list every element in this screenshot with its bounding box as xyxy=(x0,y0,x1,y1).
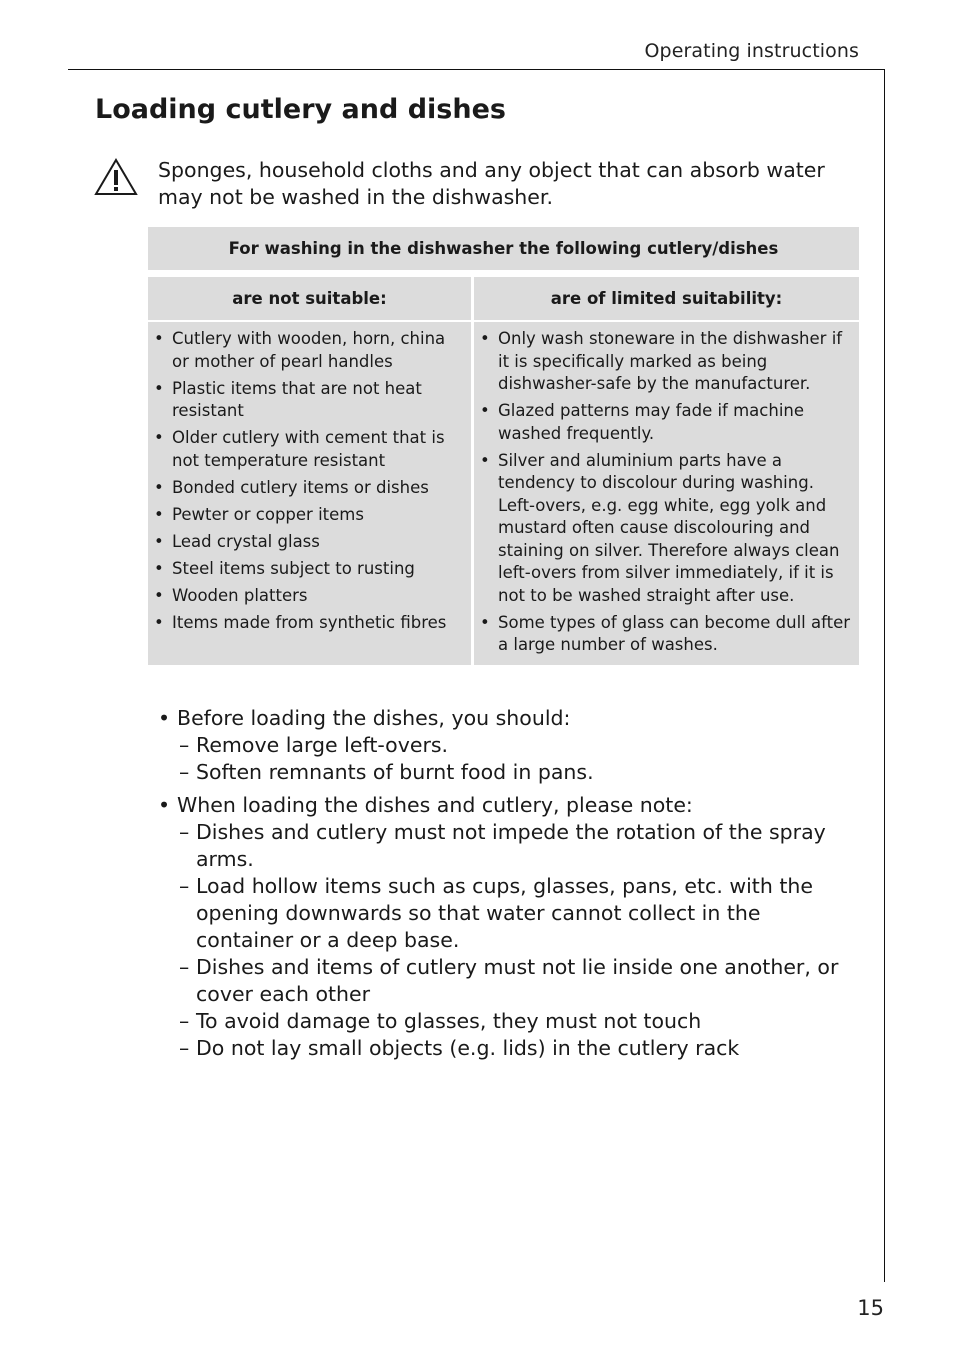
list-item: • Some types of glass can become dull after a large number of washes. xyxy=(480,612,851,657)
list-item: • Wooden platters xyxy=(154,585,463,608)
loading-notes xyxy=(158,705,858,1068)
note-subitem: – Dishes and cutlery must not impede the rotation of the spray arms. xyxy=(158,819,858,873)
not-suitable-list xyxy=(154,328,463,634)
warning-text: Sponges, household cloths and any object that can absorb water may not be washed in the dishwasher. xyxy=(158,158,825,209)
margin-rule xyxy=(884,69,885,1282)
limited-suitability-list xyxy=(480,328,851,657)
section-label: Operating instructions xyxy=(644,40,859,62)
column-heading-limited-suitability: are of limited suitability: xyxy=(474,277,859,320)
note-heading: • Before loading the dishes, you should: xyxy=(158,705,858,732)
note-subitem: – To avoid damage to glasses, they must not touch xyxy=(158,1008,858,1035)
note-before-loading xyxy=(158,705,858,786)
limited-suitability-list-cell xyxy=(474,322,859,665)
list-item: • Pewter or copper items xyxy=(154,504,463,527)
list-item: • Silver and aluminium parts have a tendency to discolour during washing. Left-overs, e.g. egg white, egg yolk and mustard often cause discolouring and staining on silver. Therefore always clean left-overs from silver immediately, if it is not to be washed straight after use. xyxy=(480,450,851,608)
list-item: • Bonded cutlery items or dishes xyxy=(154,477,463,500)
list-item: • Lead crystal glass xyxy=(154,531,463,554)
note-subitem: – Soften remnants of burnt food in pans. xyxy=(158,759,858,786)
note-subitem: – Load hollow items such as cups, glasses, pans, etc. with the opening downwards so that water cannot collect in the container or a deep base. xyxy=(158,873,858,954)
note-subitem: – Remove large left-overs. xyxy=(158,732,858,759)
column-heading-not-suitable: are not suitable: xyxy=(148,277,471,320)
page-title: Loading cutlery and dishes xyxy=(95,94,506,125)
warning-triangle-icon xyxy=(94,158,138,196)
list-item: • Only wash stoneware in the dishwasher if it is specifically marked as being dishwasher-safe by the manufacturer. xyxy=(480,328,851,396)
list-item: • Glazed patterns may fade if machine washed frequently. xyxy=(480,400,851,445)
list-item: • Older cutlery with cement that is not temperature resistant xyxy=(154,427,463,472)
note-when-loading xyxy=(158,792,858,1062)
header-rule xyxy=(68,69,885,70)
list-item: • Items made from synthetic fibres xyxy=(154,612,463,635)
page-number: 15 xyxy=(857,1296,884,1320)
note-heading: • When loading the dishes and cutlery, please note: xyxy=(158,792,858,819)
list-item: • Steel items subject to rusting xyxy=(154,558,463,581)
table-caption: For washing in the dishwasher the following cutlery/dishes xyxy=(148,227,859,270)
list-item: • Cutlery with wooden, horn, china or mother of pearl handles xyxy=(154,328,463,373)
note-subitem: – Do not lay small objects (e.g. lids) in the cutlery rack xyxy=(158,1035,858,1062)
not-suitable-list-cell xyxy=(148,322,471,665)
list-item: • Plastic items that are not heat resistant xyxy=(154,378,463,423)
note-subitem: – Dishes and items of cutlery must not lie inside one another, or cover each other xyxy=(158,954,858,1008)
